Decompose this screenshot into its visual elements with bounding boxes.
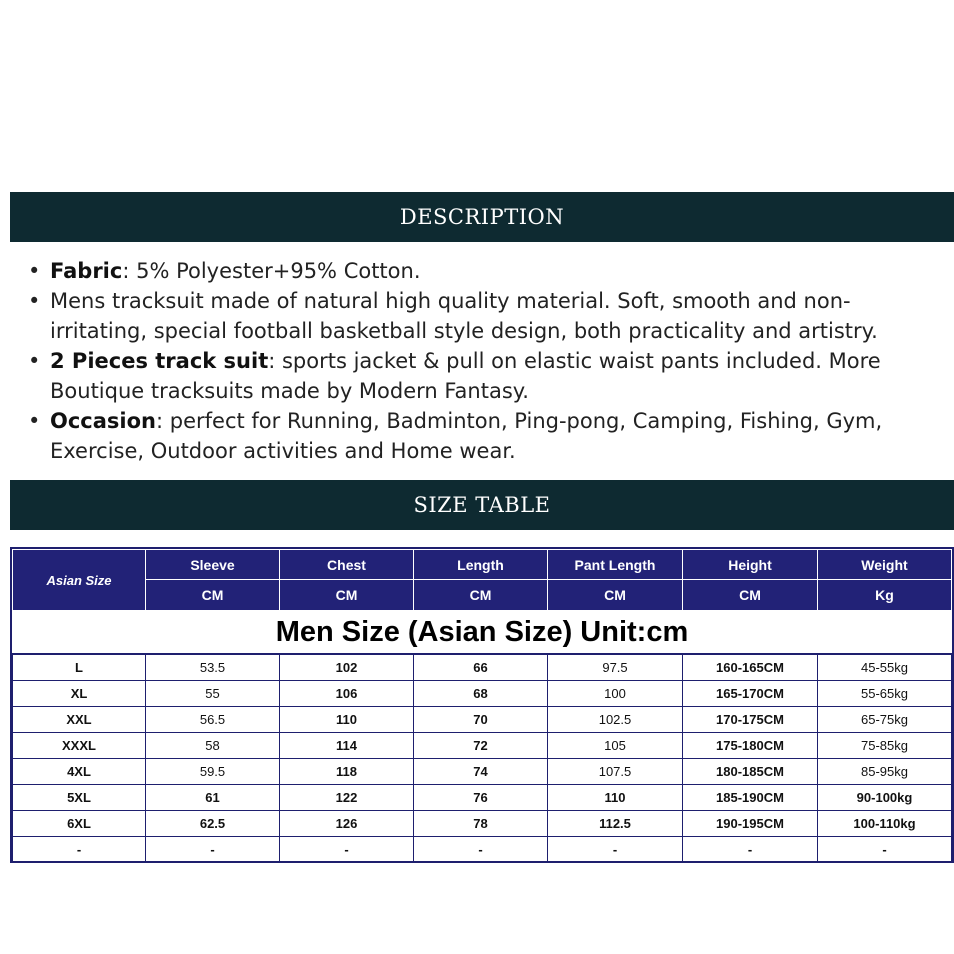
description-text: : perfect for Running, Badminton, Ping-pong, Camping, Fishing, Gym, Exercise, Outdoor activities and Home wear. bbox=[50, 409, 883, 463]
pant-length-cell: 112.5 bbox=[548, 811, 683, 837]
pant-length-cell: 107.5 bbox=[548, 759, 683, 785]
size-cell: 5XL bbox=[13, 785, 146, 811]
weight-cell: 45-55kg bbox=[818, 654, 952, 681]
weight-cell: 85-95kg bbox=[818, 759, 952, 785]
description-header bbox=[10, 192, 954, 242]
table-row bbox=[13, 654, 952, 681]
chest-cell: 126 bbox=[280, 811, 414, 837]
header-height: Height bbox=[683, 550, 818, 580]
chest-cell: 114 bbox=[280, 733, 414, 759]
table-row bbox=[13, 811, 952, 837]
chest-cell: 106 bbox=[280, 681, 414, 707]
table-title: Men Size (Asian Size) Unit:cm bbox=[13, 611, 952, 655]
weight-cell: 100-110kg bbox=[818, 811, 952, 837]
table-row bbox=[13, 707, 952, 733]
size-cell: XXL bbox=[13, 707, 146, 733]
height-cell: 170-175CM bbox=[683, 707, 818, 733]
description-label: Occasion bbox=[50, 409, 156, 433]
bullet-icon: • bbox=[28, 259, 41, 283]
table-row bbox=[13, 681, 952, 707]
height-cell: - bbox=[683, 837, 818, 863]
description-label: Fabric bbox=[50, 259, 123, 283]
weight-cell: 90-100kg bbox=[818, 785, 952, 811]
sleeve-cell: 56.5 bbox=[146, 707, 280, 733]
height-cell: 175-180CM bbox=[683, 733, 818, 759]
header-pant-length: Pant Length bbox=[548, 550, 683, 580]
length-cell: 78 bbox=[414, 811, 548, 837]
description-title: DESCRIPTION bbox=[399, 205, 565, 229]
length-cell: 74 bbox=[414, 759, 548, 785]
table-row bbox=[13, 759, 952, 785]
header-sleeve: Sleeve bbox=[146, 550, 280, 580]
size-table-container bbox=[10, 547, 954, 863]
weight-cell: - bbox=[818, 837, 952, 863]
pant-length-cell: 102.5 bbox=[548, 707, 683, 733]
description-text: : sports jacket & pull on elastic waist pants included. More Boutique tracksuits made by Modern Fantasy. bbox=[50, 349, 881, 403]
header-weight: Weight bbox=[818, 550, 952, 580]
height-cell: 180-185CM bbox=[683, 759, 818, 785]
unit-height: CM bbox=[683, 580, 818, 611]
pant-length-cell: 105 bbox=[548, 733, 683, 759]
size-cell: 4XL bbox=[13, 759, 146, 785]
bullet-icon: • bbox=[28, 409, 41, 433]
weight-cell: 55-65kg bbox=[818, 681, 952, 707]
pant-length-cell: 97.5 bbox=[548, 654, 683, 681]
size-table-title: SIZE TABLE bbox=[413, 493, 551, 517]
length-cell: - bbox=[414, 837, 548, 863]
weight-cell: 75-85kg bbox=[818, 733, 952, 759]
size-table-header bbox=[10, 480, 954, 530]
chest-cell: 122 bbox=[280, 785, 414, 811]
size-cell: - bbox=[13, 837, 146, 863]
description-item bbox=[28, 286, 938, 346]
header-asian-size: Asian Size bbox=[13, 550, 146, 611]
pant-length-cell: - bbox=[548, 837, 683, 863]
unit-pant-length: CM bbox=[548, 580, 683, 611]
chest-cell: - bbox=[280, 837, 414, 863]
sleeve-cell: 62.5 bbox=[146, 811, 280, 837]
size-cell: XXXL bbox=[13, 733, 146, 759]
height-cell: 185-190CM bbox=[683, 785, 818, 811]
height-cell: 160-165CM bbox=[683, 654, 818, 681]
description-text: : 5% Polyester+95% Cotton. bbox=[122, 259, 421, 283]
bullet-icon: • bbox=[28, 289, 41, 313]
height-cell: 165-170CM bbox=[683, 681, 818, 707]
weight-cell: 65-75kg bbox=[818, 707, 952, 733]
size-cell: XL bbox=[13, 681, 146, 707]
chest-cell: 102 bbox=[280, 654, 414, 681]
bullet-icon: • bbox=[28, 349, 41, 373]
description-list bbox=[28, 256, 938, 466]
table-row bbox=[13, 785, 952, 811]
size-table bbox=[12, 549, 952, 863]
length-cell: 76 bbox=[414, 785, 548, 811]
description-text: Mens tracksuit made of natural high quality material. Soft, smooth and non-irritating, special football basketball style design, both practicality and artistry. bbox=[50, 289, 878, 343]
chest-cell: 110 bbox=[280, 707, 414, 733]
description-label: 2 Pieces track suit bbox=[50, 349, 269, 373]
header-length: Length bbox=[414, 550, 548, 580]
table-row bbox=[13, 837, 952, 863]
sleeve-cell: 55 bbox=[146, 681, 280, 707]
sleeve-cell: 58 bbox=[146, 733, 280, 759]
size-cell: 6XL bbox=[13, 811, 146, 837]
length-cell: 68 bbox=[414, 681, 548, 707]
table-row bbox=[13, 733, 952, 759]
sleeve-cell: - bbox=[146, 837, 280, 863]
sleeve-cell: 61 bbox=[146, 785, 280, 811]
pant-length-cell: 100 bbox=[548, 681, 683, 707]
header-chest: Chest bbox=[280, 550, 414, 580]
unit-weight: Kg bbox=[818, 580, 952, 611]
unit-chest: CM bbox=[280, 580, 414, 611]
size-cell: L bbox=[13, 654, 146, 681]
height-cell: 190-195CM bbox=[683, 811, 818, 837]
unit-sleeve: CM bbox=[146, 580, 280, 611]
unit-length: CM bbox=[414, 580, 548, 611]
length-cell: 72 bbox=[414, 733, 548, 759]
sleeve-cell: 59.5 bbox=[146, 759, 280, 785]
length-cell: 66 bbox=[414, 654, 548, 681]
length-cell: 70 bbox=[414, 707, 548, 733]
description-item bbox=[28, 406, 938, 466]
sleeve-cell: 53.5 bbox=[146, 654, 280, 681]
description-item bbox=[28, 346, 938, 406]
pant-length-cell: 110 bbox=[548, 785, 683, 811]
chest-cell: 118 bbox=[280, 759, 414, 785]
description-item bbox=[28, 256, 938, 286]
